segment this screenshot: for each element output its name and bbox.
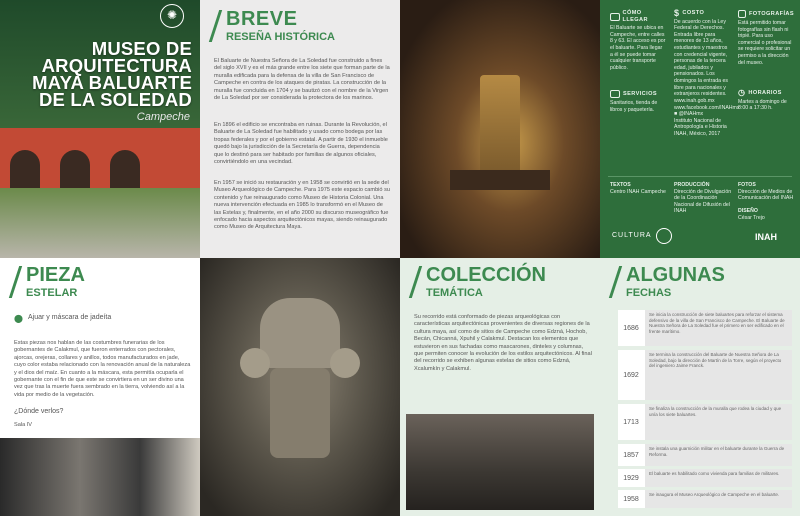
hero-photo bbox=[0, 0, 200, 258]
arch-doorway bbox=[60, 150, 90, 188]
credit-value: Dirección de Divulgación de la Coordinación Nacional de Difusión del INAH bbox=[674, 188, 732, 215]
date-row bbox=[618, 469, 792, 487]
cultura-logo: CULTURA bbox=[612, 232, 652, 239]
museum-logo-icon: ✺ bbox=[160, 4, 184, 28]
info-web bbox=[674, 98, 740, 138]
fechas-subtitle: FECHAS bbox=[626, 287, 672, 299]
date-text: Se termina la construcción del Baluarte de Nuestra Señora de La Soledad, bajo la dirección de Martín de la Torre, según el proyecto del ingeniero Jaime Franck. bbox=[644, 350, 792, 400]
info-heading: FOTOGRAFÍAS bbox=[748, 10, 794, 17]
gallery-photo bbox=[0, 438, 200, 516]
courtyard bbox=[0, 188, 200, 258]
car-icon bbox=[610, 13, 620, 21]
credit-label: TEXTOS bbox=[610, 182, 631, 188]
breve-paragraph-2: En 1896 el edificio se encontraba en ruinas. Durante la Revolución, el Baluarte de La Soledad fue habilitado y usado como bodega por las tropas federales y por el gobierno estatal. A partir de 1930 el inmueble quedó bajo la jurisdicción de la Secretaría de Guerra, dependencia que lo destinó para ser habitado por familias de algunos oficiales, convirtiéndolo en una vecindad. bbox=[214, 122, 388, 166]
date-text: El baluarte es habilitado como vivienda para familias de militares. bbox=[644, 469, 792, 487]
date-year: 1958 bbox=[623, 495, 639, 503]
date-row bbox=[618, 310, 792, 346]
fechas-title: ALGUNAS bbox=[626, 264, 725, 286]
info-heading: COSTO bbox=[682, 10, 705, 16]
breve-subtitle: RESEÑA HISTÓRICA bbox=[226, 31, 335, 43]
location-pin-icon: ⬤ bbox=[14, 314, 23, 323]
slash-accent bbox=[9, 266, 22, 298]
display-base bbox=[450, 170, 550, 190]
credit-value: Centro INAH Campeche bbox=[610, 188, 666, 195]
mask-headdress bbox=[260, 298, 340, 368]
divider bbox=[608, 176, 792, 177]
web-line: INAH, México, 2017 bbox=[674, 130, 721, 137]
date-year: 1929 bbox=[623, 474, 639, 482]
coleccion-title: COLECCIÓN bbox=[426, 264, 546, 286]
facebook-icon: ■ bbox=[674, 111, 679, 118]
info-fotografias bbox=[738, 10, 794, 66]
services-icon bbox=[610, 90, 620, 98]
arch-doorway bbox=[110, 150, 140, 188]
coleccion-subtitle: TEMÁTICA bbox=[426, 287, 483, 299]
interior-photo bbox=[400, 0, 600, 258]
hero-title bbox=[32, 40, 192, 108]
hero-title-line: ARQUITECTURA bbox=[41, 55, 192, 76]
date-row bbox=[618, 350, 792, 400]
mask-face bbox=[270, 368, 330, 458]
credit-label: DISEÑO bbox=[738, 208, 758, 214]
pieza-text: Estas piezas nos hablan de las costumbres funerarias de los gobernantes de Calakmul, que fueron enterrados con pectorales, ajorcas, orejeras, collares y anillos, todos manufacturados en jade, cuyo color estaba relacionado con la renovación anual de la naturaleza y el dios del maíz. En cuanto a la máscara, esta permitía ocuparla el gobernante con el fin de que este se convirtiera en un ser divino una vez que tras la muerte fuera sembrado en la tierra, volviendo así a la vida por medio de la vegetación. bbox=[14, 340, 191, 398]
credit-label: PRODUCCIÓN bbox=[674, 182, 710, 188]
web-line: Instituto Nacional de Antropología e Historia bbox=[674, 117, 727, 131]
credit-produccion bbox=[674, 182, 734, 215]
info-costo bbox=[674, 10, 730, 98]
info-horarios bbox=[738, 90, 794, 112]
hero-title-line: DE LA SOLEDAD bbox=[38, 89, 192, 110]
date-row bbox=[618, 404, 792, 440]
mask-earspool bbox=[330, 348, 360, 378]
hero-title-line: MAYA BALUARTE bbox=[32, 72, 192, 93]
date-text: Se instala una guarnición militar en el baluarte durante la Guerra de Reforma. bbox=[644, 444, 792, 466]
info-text: De acuerdo con la Ley Federal de Derechos. Entrada libre para menores de 13 años, estudiantes y maestros con credencial vigente, personas de la tercera edad, jubilados y pensionados. Los domingos la entrada es libre para nacionales y extranjeros residentes. bbox=[674, 18, 728, 98]
collection-hall-photo bbox=[406, 414, 594, 510]
date-row bbox=[618, 490, 792, 508]
mexico-seal-icon bbox=[656, 228, 672, 244]
slash-accent bbox=[409, 266, 422, 298]
breve-paragraph-1: El Baluarte de Nuestra Señora de La Soledad fue construido a fines del siglo XVII y es el más grande entre los siete que forman parte de la muralla edificada para la defensa de la villa de San Francisco de Campeche en contra de los ataques de piratas. La construcción de la muralla fue concluida en 1704 y se bautizó con el nombre de la Virgen de La Soledad por ser considerada la protectora de los marinos. bbox=[214, 58, 390, 102]
web-line: www.inah.gob.mx bbox=[674, 98, 715, 104]
info-servicios bbox=[610, 90, 666, 113]
date-year: 1692 bbox=[623, 371, 639, 379]
slash-accent bbox=[209, 10, 222, 42]
camera-icon bbox=[738, 10, 746, 18]
info-text: Martes a domingo de 8:00 a 17:30 h. bbox=[738, 98, 787, 112]
breve-title: BREVE bbox=[226, 8, 298, 30]
info-text: Está permitido tomar fotografías sin flash ni tripié. Para uso comercial o profesional se requiere solicitar un permiso a la dirección del museo. bbox=[738, 20, 792, 66]
breve-panel bbox=[200, 0, 400, 258]
inah-logo: INAH bbox=[755, 232, 777, 242]
info-text: El Baluarte se ubica en Campeche, entre calles 8 y 63. El acceso es por el baluarte. Para llegar a él se puede tomar cualquier transporte público. bbox=[610, 25, 666, 71]
stone-mask-photo bbox=[200, 258, 400, 516]
breve-paragraph-3: En 1957 se inició su restauración y en 1958 se convirtió en la sede del Museo Arqueológico de Campeche. Para 1975 este espacio cambió su contenido y fue reinaugurado como Museo de Historia Colonial. Una nueva intervención efectuada en 1985 lo transformó en el Museo de las Estelas y, finalmente, en el año 2000 su discurso museográfico fue enfocado hacia aspectos arquitectónicos mayas, siendo reinaugurado como Museo de Arquitectura Maya. bbox=[214, 180, 391, 231]
info-como-llegar bbox=[610, 10, 666, 71]
date-year: 1686 bbox=[623, 324, 639, 332]
coleccion-text: Su recorrido está conformado de piezas arqueológicas con características arquitectónicas provenientes de diversas regiones de la cultura maya, así como de sitios de Campeche como Edzná, Hochob, Becán, Chicanná, Xpuhil y Calakmul. Destacan los elementos que estuvieron en sus fachadas como mascarones, dinteles y columnas, que permiten conocer la evolución de los estilos arquitectónicos. Al final del recorrido se exhiben algunas estelas de sitios como Edzná, Xcalumkín y Calakmul. bbox=[414, 314, 592, 372]
pieza-question: ¿Dónde verlos? bbox=[14, 408, 64, 415]
info-heading: HORARIOS bbox=[748, 90, 782, 96]
pieza-location: Sala IV bbox=[14, 422, 33, 428]
date-text: Se inaugura el Museo Arqueológico de Campeche en el baluarte. bbox=[644, 490, 792, 508]
web-line: @INAHmx bbox=[678, 111, 704, 118]
hero-city: Campeche bbox=[136, 111, 190, 123]
date-year: 1713 bbox=[623, 418, 639, 426]
info-text: Sanitarios, tienda de libros y paquetería. bbox=[610, 100, 658, 113]
info-heading: CÓMO LLEGAR bbox=[622, 10, 648, 23]
slash-accent bbox=[609, 266, 622, 298]
clock-icon: ◷ bbox=[738, 88, 746, 97]
pieza-subtitle: ESTELAR bbox=[26, 287, 78, 299]
info-panel bbox=[600, 0, 800, 258]
credit-textos bbox=[610, 182, 666, 195]
credit-value: César Trejo bbox=[738, 214, 765, 221]
pieza-item: Ajuar y máscara de jadeíta bbox=[28, 314, 112, 321]
pieza-panel bbox=[0, 258, 200, 438]
mask-earspool bbox=[240, 348, 270, 378]
pieza-title: PIEZA bbox=[26, 264, 85, 286]
date-text: Se inicia la construcción de siete baluartes para reforzar el sistema defensivo de la villa de San Francisco de Campeche. El Baluarte de Nuestra Señora de La Soledad fue el primero en ser edificado en el frente marítimo. bbox=[644, 310, 792, 346]
web-line: www.facebook.com/INAHmx bbox=[674, 104, 740, 111]
dollar-icon: $ bbox=[674, 8, 680, 18]
credit-diseno bbox=[738, 208, 794, 221]
coleccion-panel bbox=[400, 258, 600, 516]
column-sculpture bbox=[480, 75, 520, 175]
arch-doorway bbox=[10, 150, 40, 188]
credit-fotos bbox=[738, 182, 794, 202]
date-text: Se finaliza la construcción de la muralla que rodea la ciudad y que unía los siete baluartes. bbox=[644, 404, 792, 440]
credit-value: Dirección de Medios de Comunicación del INAH bbox=[738, 188, 794, 202]
date-year: 1857 bbox=[623, 451, 639, 459]
info-heading: SERVICIOS bbox=[623, 90, 657, 97]
hero-title-line: MUSEO DE bbox=[91, 38, 192, 59]
date-row bbox=[618, 444, 792, 466]
credit-label: FOTOS bbox=[738, 182, 756, 188]
